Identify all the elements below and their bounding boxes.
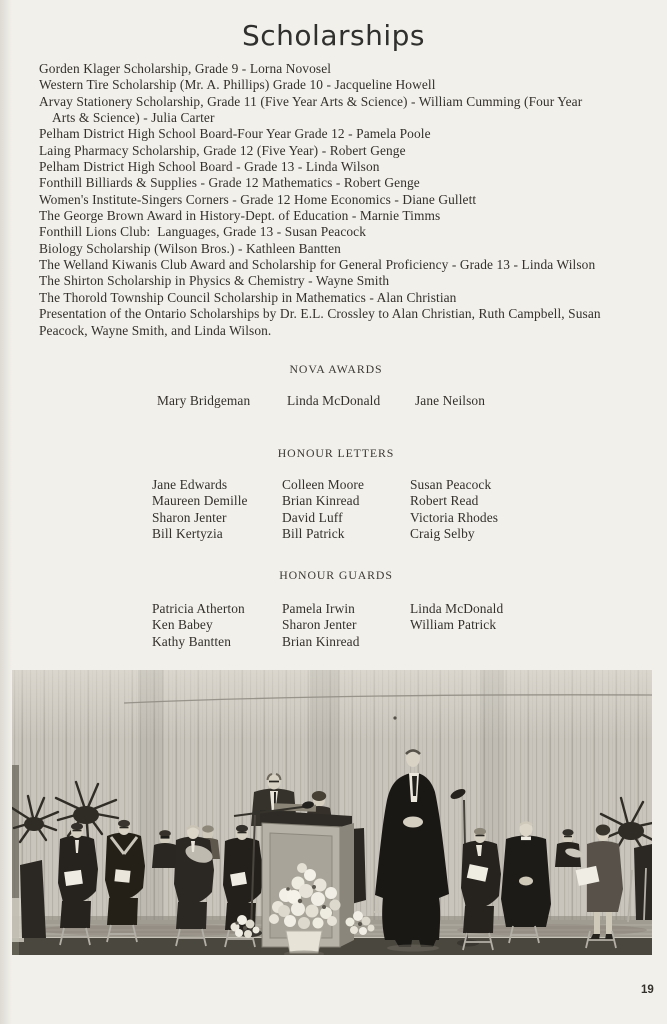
student-name: Maureen Demille [152, 493, 248, 509]
student-name: Linda McDonald [410, 601, 504, 616]
name-column [282, 477, 410, 543]
scholarship-list [39, 61, 633, 339]
student-name: Mary Bridgeman [157, 393, 251, 408]
scholarship-line: Arts & Science) - Julia Carter [52, 110, 215, 126]
scholarship-line: Peacock, Wayne Smith, and Linda Wilson. [39, 322, 272, 338]
section-honour-letters [40, 446, 632, 543]
name-column [152, 477, 282, 543]
name-column [287, 393, 415, 409]
student-name: Sharon Jenter [152, 509, 227, 525]
section-heading: NOVA AWARDS [289, 362, 383, 376]
student-name: Susan Peacock [410, 477, 492, 492]
name-columns [157, 393, 632, 409]
ceremony-photo-graphic [12, 670, 652, 955]
section-nova-awards [40, 362, 632, 409]
name-column [157, 393, 287, 409]
scholarship-line: Gorden Klager Scholarship, Grade 9 - Lorna Novosel [39, 61, 332, 76]
name-columns [152, 601, 632, 650]
scholarship-line: The George Brown Award in History-Dept. of Education - Marnie Timms [39, 208, 441, 224]
student-name: Robert Read [410, 493, 479, 509]
student-name: Patricia Atherton [152, 601, 245, 616]
student-name: Brian Kinread [282, 493, 360, 509]
name-column [282, 601, 410, 650]
student-name: Craig Selby [410, 526, 475, 542]
name-column [410, 601, 503, 650]
scholarship-line: Pelham District High School Board-Four Year Grade 12 - Pamela Poole [39, 126, 431, 142]
student-name: Kathy Bantten [152, 633, 232, 649]
scholarship-line: Presentation of the Ontario Scholarships by Dr. E.L. Crossley to Alan Christian, Ruth Campbell, Susan [39, 306, 601, 322]
name-column [152, 601, 282, 650]
student-name: Pamela Irwin [282, 601, 355, 616]
scholarship-line: Biology Scholarship (Wilson Bros.) - Kathleen Bantten [39, 240, 341, 256]
student-name: Linda McDonald [287, 393, 381, 408]
scholarship-line: Arvay Stationery Scholarship, Grade 11 (Five Year Arts & Science) - William Cumming (Four Year [39, 93, 583, 109]
scholarship-line: Western Tire Scholarship (Mr. A. Phillips) Grade 10 - Jacqueline Howell [39, 77, 436, 93]
scholarship-line: The Thorold Township Council Scholarship in Mathematics - Alan Christian [39, 289, 457, 305]
student-name: Bill Kertyzia [152, 526, 223, 542]
scholarship-line: Laing Pharmacy Scholarship, Grade 12 (Five Year) - Robert Genge [39, 142, 406, 158]
student-name: Jane Edwards [152, 477, 228, 492]
student-name: William Patrick [410, 617, 497, 633]
page-number: 19 [641, 984, 654, 996]
student-name: Jane Neilson [415, 393, 485, 408]
page-title: Scholarships [242, 19, 425, 52]
name-columns [152, 477, 632, 543]
student-name: Bill Patrick [282, 526, 345, 542]
scholarship-line: Women's Institute-Singers Corners - Grade 12 Home Economics - Diane Gullett [39, 191, 477, 207]
student-name: Brian Kinread [282, 633, 360, 649]
section-heading: HONOUR LETTERS [277, 446, 395, 460]
student-name: Colleen Moore [282, 477, 364, 492]
student-name: Ken Babey [152, 617, 213, 633]
student-name: Victoria Rhodes [410, 509, 499, 525]
name-column [415, 393, 485, 409]
ceremony-photo [12, 670, 652, 955]
student-name: David Luff [282, 509, 343, 525]
scholarship-line: Fonthill Billiards & Supplies - Grade 12 Mathematics - Robert Genge [39, 175, 420, 191]
section-honour-guards [40, 568, 632, 650]
name-column [410, 477, 498, 543]
student-name: Sharon Jenter [282, 617, 357, 633]
scholarship-line: Pelham District High School Board - Grade 13 - Linda Wilson [39, 159, 380, 175]
scholarship-line: Fonthill Lions Club: Languages, Grade 13 - Susan Peacock [39, 224, 367, 240]
section-heading: HONOUR GUARDS [279, 568, 393, 582]
scholarship-line: The Welland Kiwanis Club Award and Scholarship for General Proficiency - Grade 13 - Linda Wilson [39, 257, 596, 273]
scholarship-line: The Shirton Scholarship in Physics & Chemistry - Wayne Smith [39, 273, 390, 289]
